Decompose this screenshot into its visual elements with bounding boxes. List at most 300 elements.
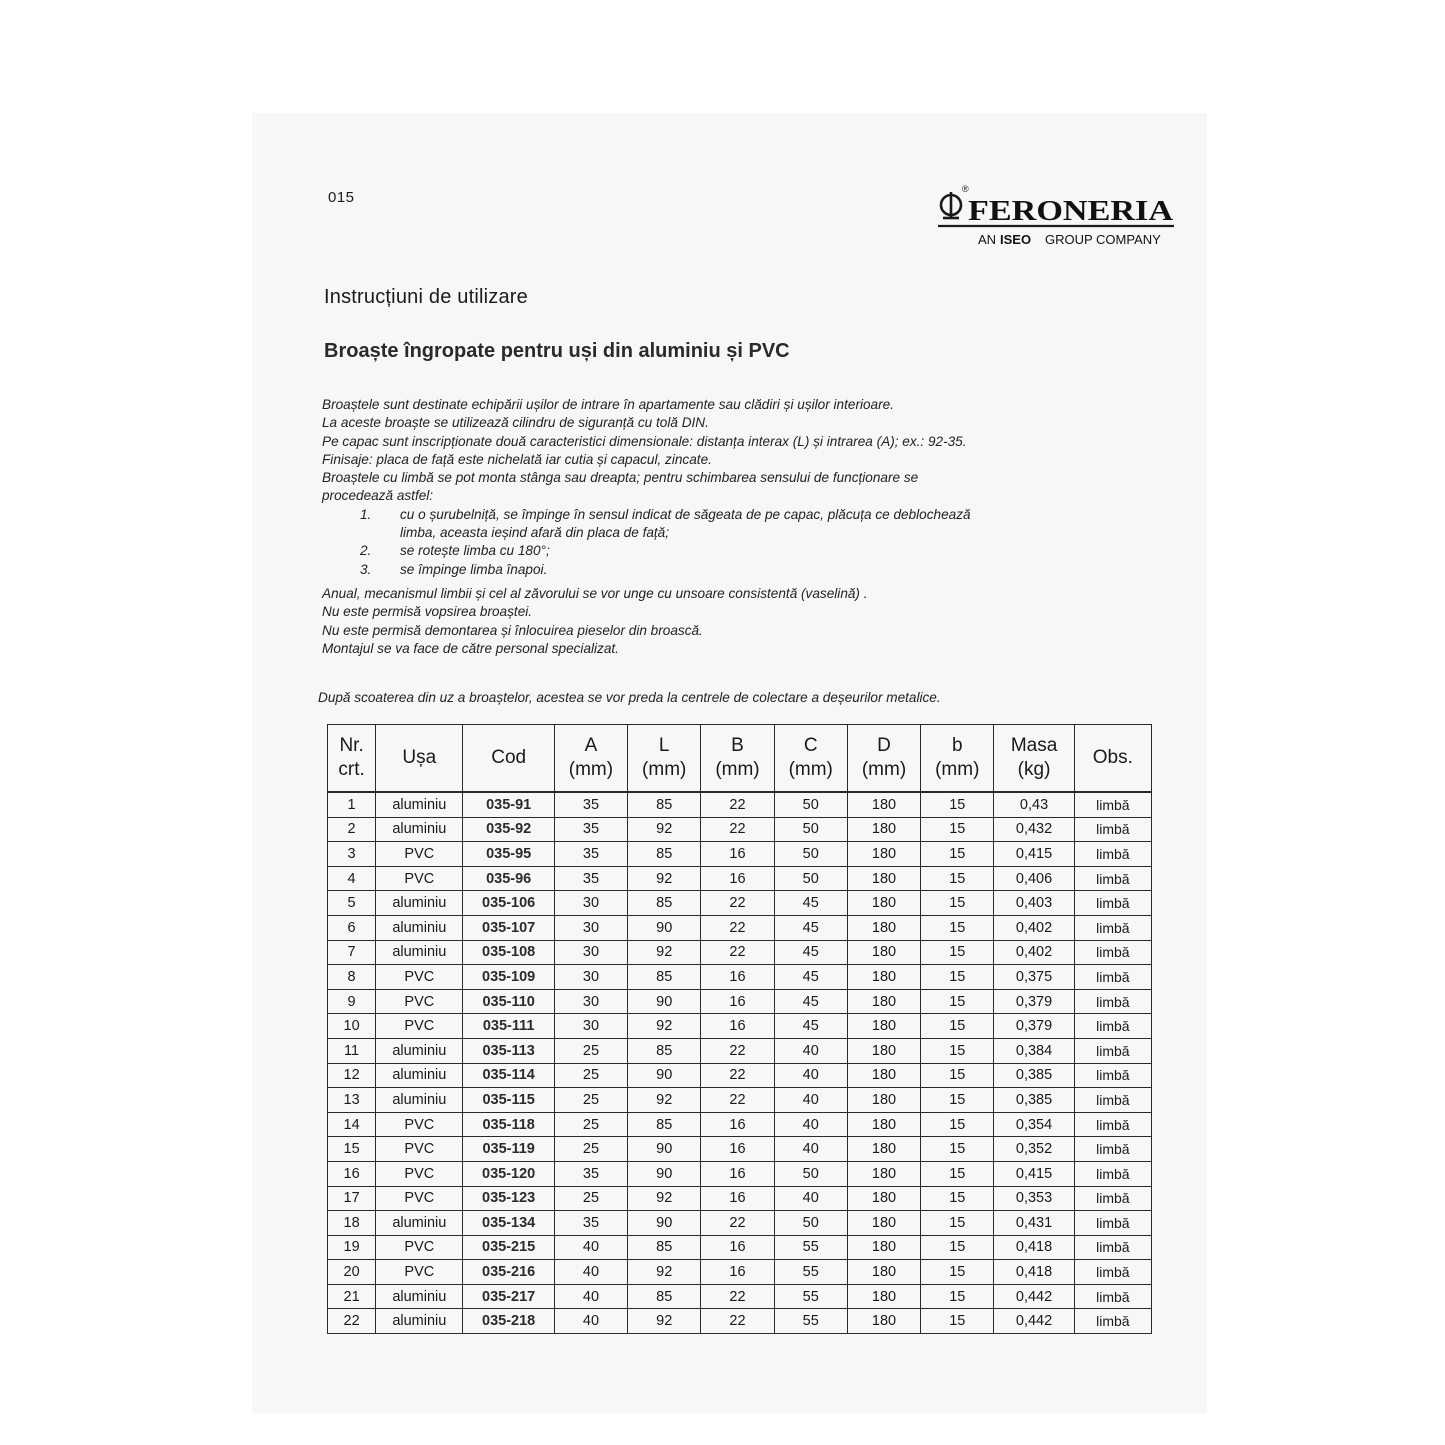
table-cell-a-mm: 35 bbox=[554, 842, 627, 867]
table-cell-obs: limbă bbox=[1074, 1063, 1151, 1088]
table-cell-b-mm: 22 bbox=[701, 817, 774, 842]
table-cell-masa-kg: 0,385 bbox=[994, 1063, 1074, 1088]
table-cell-c-mm: 50 bbox=[774, 817, 847, 842]
table-cell-obs: limbă bbox=[1074, 1260, 1151, 1285]
table-cell-nr-crt: 17 bbox=[328, 1186, 376, 1211]
table-cell-a-mm: 30 bbox=[554, 1014, 627, 1039]
table-cell-c-mm: 40 bbox=[774, 1137, 847, 1162]
table-row bbox=[328, 1235, 1152, 1260]
table-cell-cod: 035-123 bbox=[463, 1186, 554, 1211]
table-cell-d-mm: 180 bbox=[847, 915, 920, 940]
table-cell-l-mm: 92 bbox=[628, 1014, 701, 1039]
column-header-text: Cod bbox=[491, 747, 527, 768]
table-cell-b-small-mm: 15 bbox=[921, 915, 994, 940]
table-cell-b-mm: 22 bbox=[701, 940, 774, 965]
table-cell-d-mm: 180 bbox=[847, 1309, 920, 1334]
table-cell-c-mm: 45 bbox=[774, 915, 847, 940]
table-cell-usa: PVC bbox=[376, 1014, 463, 1039]
table-cell-a-mm: 25 bbox=[554, 1137, 627, 1162]
table-row bbox=[328, 915, 1152, 940]
intro-line: La aceste broaște se utilizează cilindru de siguranță cu tolă DIN. bbox=[322, 415, 709, 431]
table-cell-masa-kg: 0,384 bbox=[994, 1038, 1074, 1063]
column-header-a-mm bbox=[554, 725, 627, 793]
column-header-c-mm bbox=[774, 725, 847, 793]
table-cell-c-mm: 55 bbox=[774, 1284, 847, 1309]
table-cell-c-mm: 50 bbox=[774, 842, 847, 867]
table-cell-d-mm: 180 bbox=[847, 1112, 920, 1137]
table-cell-usa: PVC bbox=[376, 1235, 463, 1260]
table-cell-c-mm: 45 bbox=[774, 965, 847, 990]
column-header-text: (mm) bbox=[788, 759, 833, 780]
table-cell-b-small-mm: 15 bbox=[921, 1038, 994, 1063]
table-cell-masa-kg: 0,379 bbox=[994, 989, 1074, 1014]
table-cell-b-small-mm: 15 bbox=[921, 989, 994, 1014]
table-cell-nr-crt: 21 bbox=[328, 1284, 376, 1309]
table-cell-nr-crt: 2 bbox=[328, 817, 376, 842]
table-cell-usa: aluminiu bbox=[376, 891, 463, 916]
table-cell-masa-kg: 0,385 bbox=[994, 1088, 1074, 1113]
table-cell-a-mm: 30 bbox=[554, 965, 627, 990]
table-cell-d-mm: 180 bbox=[847, 1211, 920, 1236]
table-cell-usa: PVC bbox=[376, 1260, 463, 1285]
table-cell-b-mm: 22 bbox=[701, 792, 774, 817]
table-cell-c-mm: 50 bbox=[774, 1161, 847, 1186]
header-row bbox=[328, 725, 1152, 793]
table-cell-nr-crt: 9 bbox=[328, 989, 376, 1014]
table-cell-cod: 035-215 bbox=[463, 1235, 554, 1260]
table-cell-d-mm: 180 bbox=[847, 1038, 920, 1063]
table-cell-l-mm: 92 bbox=[628, 817, 701, 842]
column-header-text: Nr. bbox=[339, 735, 364, 756]
table-cell-c-mm: 50 bbox=[774, 1211, 847, 1236]
table-cell-obs: limbă bbox=[1074, 1137, 1151, 1162]
table-cell-c-mm: 50 bbox=[774, 866, 847, 891]
table-cell-usa: aluminiu bbox=[376, 1088, 463, 1113]
table-cell-d-mm: 180 bbox=[847, 1014, 920, 1039]
table-cell-usa: aluminiu bbox=[376, 1063, 463, 1088]
table-row bbox=[328, 792, 1152, 817]
table-cell-l-mm: 90 bbox=[628, 1063, 701, 1088]
logo-tagline-prefix: AN bbox=[978, 232, 997, 247]
table-cell-masa-kg: 0,442 bbox=[994, 1284, 1074, 1309]
table-cell-a-mm: 35 bbox=[554, 866, 627, 891]
table-cell-d-mm: 180 bbox=[847, 989, 920, 1014]
table-cell-b-mm: 16 bbox=[701, 1260, 774, 1285]
table-cell-b-small-mm: 15 bbox=[921, 817, 994, 842]
table-cell-cod: 035-119 bbox=[463, 1137, 554, 1162]
table-cell-b-mm: 16 bbox=[701, 1161, 774, 1186]
step-number: 1. bbox=[360, 506, 372, 522]
table-cell-obs: limbă bbox=[1074, 1038, 1151, 1063]
table-cell-l-mm: 90 bbox=[628, 1137, 701, 1162]
table-cell-cod: 035-91 bbox=[463, 792, 554, 817]
table-cell-d-mm: 180 bbox=[847, 965, 920, 990]
table-cell-masa-kg: 0,354 bbox=[994, 1112, 1074, 1137]
table-row bbox=[328, 866, 1152, 891]
step-text: se împinge limba înapoi. bbox=[400, 561, 548, 577]
table-cell-nr-crt: 7 bbox=[328, 940, 376, 965]
table-cell-nr-crt: 8 bbox=[328, 965, 376, 990]
table-row bbox=[328, 1038, 1152, 1063]
table-cell-l-mm: 85 bbox=[628, 842, 701, 867]
table-cell-b-small-mm: 15 bbox=[921, 1211, 994, 1236]
table-cell-obs: limbă bbox=[1074, 1186, 1151, 1211]
logo-registered-mark: ® bbox=[962, 184, 969, 194]
table-cell-b-small-mm: 15 bbox=[921, 1112, 994, 1137]
table-cell-d-mm: 180 bbox=[847, 1186, 920, 1211]
table-cell-cod: 035-92 bbox=[463, 817, 554, 842]
table-cell-a-mm: 30 bbox=[554, 940, 627, 965]
table-cell-b-small-mm: 15 bbox=[921, 866, 994, 891]
table-cell-obs: limbă bbox=[1074, 940, 1151, 965]
table-cell-b-small-mm: 15 bbox=[921, 1186, 994, 1211]
table-cell-nr-crt: 14 bbox=[328, 1112, 376, 1137]
intro-line: Finisaje: placa de față este nichelată iar cutia și capacul, zincate. bbox=[322, 451, 712, 467]
table-cell-b-mm: 22 bbox=[701, 1063, 774, 1088]
table-cell-cod: 035-107 bbox=[463, 915, 554, 940]
table-cell-d-mm: 180 bbox=[847, 866, 920, 891]
table-cell-a-mm: 35 bbox=[554, 792, 627, 817]
table-cell-a-mm: 25 bbox=[554, 1186, 627, 1211]
column-header-text: (mm) bbox=[935, 759, 980, 780]
column-header-text: D bbox=[877, 735, 891, 756]
table-cell-b-mm: 16 bbox=[701, 1014, 774, 1039]
table-cell-l-mm: 85 bbox=[628, 891, 701, 916]
table-cell-d-mm: 180 bbox=[847, 817, 920, 842]
table-cell-obs: limbă bbox=[1074, 842, 1151, 867]
table-cell-l-mm: 85 bbox=[628, 1284, 701, 1309]
table-cell-c-mm: 55 bbox=[774, 1260, 847, 1285]
table-cell-a-mm: 25 bbox=[554, 1088, 627, 1113]
table-cell-usa: aluminiu bbox=[376, 1211, 463, 1236]
table-cell-masa-kg: 0,353 bbox=[994, 1186, 1074, 1211]
table-row bbox=[328, 1161, 1152, 1186]
table-cell-cod: 035-120 bbox=[463, 1161, 554, 1186]
table-body bbox=[328, 792, 1152, 1334]
table-cell-masa-kg: 0,432 bbox=[994, 817, 1074, 842]
table-cell-masa-kg: 0,415 bbox=[994, 1161, 1074, 1186]
table-cell-obs: limbă bbox=[1074, 915, 1151, 940]
table-row bbox=[328, 1014, 1152, 1039]
table-cell-d-mm: 180 bbox=[847, 1235, 920, 1260]
table-row bbox=[328, 891, 1152, 916]
column-header-cod bbox=[463, 725, 554, 793]
table-cell-masa-kg: 0,418 bbox=[994, 1260, 1074, 1285]
table-cell-b-mm: 22 bbox=[701, 1038, 774, 1063]
table-cell-cod: 035-134 bbox=[463, 1211, 554, 1236]
column-header-text: (mm) bbox=[642, 759, 687, 780]
table-cell-a-mm: 30 bbox=[554, 989, 627, 1014]
table-cell-obs: limbă bbox=[1074, 989, 1151, 1014]
step-text: cu o șurubelniță, se împinge în sensul indicat de săgeata de pe capac, plăcuța ce deblochează bbox=[400, 506, 971, 522]
table-cell-a-mm: 30 bbox=[554, 915, 627, 940]
table-cell-b-mm: 16 bbox=[701, 1137, 774, 1162]
table-cell-masa-kg: 0,352 bbox=[994, 1137, 1074, 1162]
table-cell-nr-crt: 18 bbox=[328, 1211, 376, 1236]
table-row bbox=[328, 817, 1152, 842]
column-header-nr-crt bbox=[328, 725, 376, 793]
table-cell-cod: 035-113 bbox=[463, 1038, 554, 1063]
table-row bbox=[328, 1186, 1152, 1211]
table-cell-a-mm: 35 bbox=[554, 1161, 627, 1186]
column-header-b-mm bbox=[701, 725, 774, 793]
column-header-text: (kg) bbox=[1017, 759, 1051, 780]
table-cell-b-mm: 22 bbox=[701, 1284, 774, 1309]
table-cell-c-mm: 55 bbox=[774, 1309, 847, 1334]
table-cell-c-mm: 40 bbox=[774, 1112, 847, 1137]
table-cell-masa-kg: 0,442 bbox=[994, 1309, 1074, 1334]
page-number: 015 bbox=[328, 189, 355, 206]
column-header-text: L bbox=[658, 735, 670, 756]
table-cell-cod: 035-217 bbox=[463, 1284, 554, 1309]
table-cell-l-mm: 85 bbox=[628, 1112, 701, 1137]
table-cell-a-mm: 40 bbox=[554, 1284, 627, 1309]
table-cell-a-mm: 40 bbox=[554, 1260, 627, 1285]
column-header-text: (mm) bbox=[715, 759, 760, 780]
table-cell-b-mm: 16 bbox=[701, 1186, 774, 1211]
table-cell-b-mm: 22 bbox=[701, 1088, 774, 1113]
table-cell-b-mm: 16 bbox=[701, 866, 774, 891]
table-cell-nr-crt: 12 bbox=[328, 1063, 376, 1088]
intro-line: procedează astfel: bbox=[322, 488, 434, 504]
table-cell-d-mm: 180 bbox=[847, 792, 920, 817]
table-cell-d-mm: 180 bbox=[847, 1137, 920, 1162]
table-cell-nr-crt: 13 bbox=[328, 1088, 376, 1113]
table-cell-a-mm: 30 bbox=[554, 891, 627, 916]
table-header bbox=[328, 725, 1152, 793]
column-header-text: A bbox=[584, 735, 598, 756]
column-header-obs bbox=[1074, 725, 1151, 793]
logo-tagline-group: ISEO bbox=[1000, 232, 1032, 247]
table-cell-b-small-mm: 15 bbox=[921, 965, 994, 990]
table-cell-obs: limbă bbox=[1074, 1211, 1151, 1236]
table-cell-obs: limbă bbox=[1074, 1235, 1151, 1260]
table-cell-obs: limbă bbox=[1074, 965, 1151, 990]
table-cell-c-mm: 50 bbox=[774, 792, 847, 817]
table-cell-obs: limbă bbox=[1074, 1309, 1151, 1334]
table-cell-d-mm: 180 bbox=[847, 891, 920, 916]
table-cell-c-mm: 45 bbox=[774, 891, 847, 916]
table-cell-cod: 035-110 bbox=[463, 989, 554, 1014]
table-row bbox=[328, 1112, 1152, 1137]
table-cell-masa-kg: 0,375 bbox=[994, 965, 1074, 990]
table-cell-c-mm: 55 bbox=[774, 1235, 847, 1260]
step-text: se rotește limba cu 180°; bbox=[400, 543, 550, 559]
table-cell-cod: 035-118 bbox=[463, 1112, 554, 1137]
table-row bbox=[328, 842, 1152, 867]
step-item bbox=[322, 542, 1152, 560]
table-cell-usa: aluminiu bbox=[376, 1038, 463, 1063]
table-cell-nr-crt: 3 bbox=[328, 842, 376, 867]
table-row bbox=[328, 1309, 1152, 1334]
table-cell-c-mm: 40 bbox=[774, 1088, 847, 1113]
table-cell-cod: 035-111 bbox=[463, 1014, 554, 1039]
table-cell-b-small-mm: 15 bbox=[921, 1235, 994, 1260]
table-cell-a-mm: 25 bbox=[554, 1112, 627, 1137]
table-cell-obs: limbă bbox=[1074, 817, 1151, 842]
table-cell-d-mm: 180 bbox=[847, 1161, 920, 1186]
table-cell-nr-crt: 11 bbox=[328, 1038, 376, 1063]
table-cell-l-mm: 92 bbox=[628, 1088, 701, 1113]
table-cell-b-mm: 16 bbox=[701, 1235, 774, 1260]
table-cell-c-mm: 45 bbox=[774, 1014, 847, 1039]
table-row bbox=[328, 1088, 1152, 1113]
table-cell-l-mm: 90 bbox=[628, 915, 701, 940]
table-cell-b-small-mm: 15 bbox=[921, 1088, 994, 1113]
table-cell-cod: 035-216 bbox=[463, 1260, 554, 1285]
specifications-table bbox=[327, 724, 1152, 1334]
table-cell-l-mm: 92 bbox=[628, 1186, 701, 1211]
table-cell-obs: limbă bbox=[1074, 1014, 1151, 1039]
product-title: Broaște îngropate pentru uși din aluminiu și PVC bbox=[324, 340, 790, 362]
note-line: Nu este permisă demontarea și înlocuirea pieselor din broască. bbox=[322, 622, 703, 638]
table-cell-masa-kg: 0,431 bbox=[994, 1211, 1074, 1236]
table-cell-l-mm: 90 bbox=[628, 1211, 701, 1236]
table-cell-usa: aluminiu bbox=[376, 817, 463, 842]
table-cell-b-small-mm: 15 bbox=[921, 1137, 994, 1162]
column-header-text: (mm) bbox=[861, 759, 907, 780]
table-cell-l-mm: 85 bbox=[628, 965, 701, 990]
table-cell-masa-kg: 0,418 bbox=[994, 1235, 1074, 1260]
table-cell-cod: 035-114 bbox=[463, 1063, 554, 1088]
table-cell-nr-crt: 1 bbox=[328, 792, 376, 817]
table-cell-l-mm: 85 bbox=[628, 1235, 701, 1260]
table-cell-c-mm: 45 bbox=[774, 940, 847, 965]
table-cell-obs: limbă bbox=[1074, 891, 1151, 916]
instructions-body bbox=[322, 396, 1152, 658]
table-cell-b-small-mm: 15 bbox=[921, 842, 994, 867]
table-cell-d-mm: 180 bbox=[847, 940, 920, 965]
column-header-d-mm bbox=[847, 725, 920, 793]
table-cell-l-mm: 85 bbox=[628, 1038, 701, 1063]
table-cell-d-mm: 180 bbox=[847, 1088, 920, 1113]
table-cell-masa-kg: 0,406 bbox=[994, 866, 1074, 891]
table-cell-b-mm: 22 bbox=[701, 1309, 774, 1334]
table-cell-masa-kg: 0,43 bbox=[994, 792, 1074, 817]
table-cell-usa: aluminiu bbox=[376, 940, 463, 965]
step-item bbox=[322, 506, 1152, 543]
table-cell-obs: limbă bbox=[1074, 1284, 1151, 1309]
column-header-l-mm bbox=[628, 725, 701, 793]
table-row bbox=[328, 1260, 1152, 1285]
intro-line: Broaștele cu limbă se pot monta stânga sau dreapta; pentru schimbarea sensului de funcționare se bbox=[322, 470, 919, 486]
table-cell-a-mm: 25 bbox=[554, 1063, 627, 1088]
table-cell-b-small-mm: 15 bbox=[921, 891, 994, 916]
table-cell-b-mm: 22 bbox=[701, 915, 774, 940]
table-cell-usa: PVC bbox=[376, 1161, 463, 1186]
table-cell-nr-crt: 16 bbox=[328, 1161, 376, 1186]
table-cell-usa: aluminiu bbox=[376, 792, 463, 817]
table-cell-masa-kg: 0,415 bbox=[994, 842, 1074, 867]
table-cell-usa: PVC bbox=[376, 866, 463, 891]
table-cell-masa-kg: 0,402 bbox=[994, 940, 1074, 965]
table-cell-cod: 035-218 bbox=[463, 1309, 554, 1334]
table-row bbox=[328, 1284, 1152, 1309]
logo-wordmark: FERONERIA bbox=[968, 195, 1174, 227]
table-cell-b-mm: 16 bbox=[701, 965, 774, 990]
table-cell-b-mm: 16 bbox=[701, 989, 774, 1014]
table-cell-nr-crt: 5 bbox=[328, 891, 376, 916]
column-header-masa-kg bbox=[994, 725, 1074, 793]
table-cell-cod: 035-115 bbox=[463, 1088, 554, 1113]
table-cell-nr-crt: 20 bbox=[328, 1260, 376, 1285]
table-cell-l-mm: 92 bbox=[628, 866, 701, 891]
table-cell-b-mm: 16 bbox=[701, 842, 774, 867]
column-header-b-small-mm bbox=[921, 725, 994, 793]
table-cell-usa: PVC bbox=[376, 965, 463, 990]
table-cell-b-mm: 16 bbox=[701, 1112, 774, 1137]
table-cell-d-mm: 180 bbox=[847, 842, 920, 867]
table-cell-a-mm: 35 bbox=[554, 1211, 627, 1236]
table-row bbox=[328, 965, 1152, 990]
table-cell-obs: limbă bbox=[1074, 1161, 1151, 1186]
table-cell-l-mm: 92 bbox=[628, 1309, 701, 1334]
table-cell-nr-crt: 6 bbox=[328, 915, 376, 940]
note-line: Anual, mecanismul limbii și cel al zăvorului se vor unge cu unsoare consistentă (vaselină) . bbox=[322, 585, 868, 601]
table-cell-usa: PVC bbox=[376, 989, 463, 1014]
table-cell-l-mm: 90 bbox=[628, 1161, 701, 1186]
table-cell-d-mm: 180 bbox=[847, 1284, 920, 1309]
table-cell-masa-kg: 0,402 bbox=[994, 915, 1074, 940]
table-cell-b-small-mm: 15 bbox=[921, 1161, 994, 1186]
table-cell-a-mm: 35 bbox=[554, 817, 627, 842]
table-cell-b-small-mm: 15 bbox=[921, 1014, 994, 1039]
table-cell-b-small-mm: 15 bbox=[921, 940, 994, 965]
table-cell-cod: 035-108 bbox=[463, 940, 554, 965]
table-cell-nr-crt: 19 bbox=[328, 1235, 376, 1260]
intro-line: Pe capac sunt inscripționate două caracteristici dimensionale: distanța interax (L) și intrarea (A); ex.: 92-35. bbox=[322, 433, 967, 449]
table-row bbox=[328, 1211, 1152, 1236]
step-number: 3. bbox=[360, 561, 372, 577]
table-row bbox=[328, 940, 1152, 965]
table-cell-usa: PVC bbox=[376, 1186, 463, 1211]
table-cell-a-mm: 40 bbox=[554, 1309, 627, 1334]
step-item bbox=[322, 561, 1152, 579]
table-cell-usa: aluminiu bbox=[376, 915, 463, 940]
table-cell-l-mm: 92 bbox=[628, 940, 701, 965]
table-cell-obs: limbă bbox=[1074, 1112, 1151, 1137]
table-cell-b-small-mm: 15 bbox=[921, 1309, 994, 1334]
table-cell-cod: 035-106 bbox=[463, 891, 554, 916]
intro-line: Broaștele sunt destinate echipării ușilor de intrare în apartamente sau clădiri și ușilor interioare. bbox=[322, 397, 894, 412]
table-cell-obs: limbă bbox=[1074, 1088, 1151, 1113]
table-cell-masa-kg: 0,403 bbox=[994, 891, 1074, 916]
instructions-heading: Instrucțiuni de utilizare bbox=[324, 286, 528, 308]
step-text: limba, aceasta ieșind afară din placa de față; bbox=[400, 525, 670, 541]
table-cell-nr-crt: 22 bbox=[328, 1309, 376, 1334]
feroneria-logo bbox=[938, 180, 1174, 250]
table-cell-c-mm: 40 bbox=[774, 1038, 847, 1063]
table-cell-b-small-mm: 15 bbox=[921, 1284, 994, 1309]
table-cell-l-mm: 92 bbox=[628, 1260, 701, 1285]
column-header-text: Obs. bbox=[1092, 747, 1133, 768]
table-cell-nr-crt: 15 bbox=[328, 1137, 376, 1162]
table-cell-obs: limbă bbox=[1074, 792, 1151, 817]
table-cell-usa: PVC bbox=[376, 842, 463, 867]
table-cell-c-mm: 40 bbox=[774, 1063, 847, 1088]
table-cell-usa: aluminiu bbox=[376, 1309, 463, 1334]
table-cell-masa-kg: 0,379 bbox=[994, 1014, 1074, 1039]
table-cell-b-small-mm: 15 bbox=[921, 1063, 994, 1088]
table-cell-d-mm: 180 bbox=[847, 1063, 920, 1088]
note-line: Nu este permisă vopsirea broaștei. bbox=[322, 604, 533, 620]
table-cell-usa: PVC bbox=[376, 1112, 463, 1137]
table-cell-c-mm: 45 bbox=[774, 989, 847, 1014]
table-row bbox=[328, 989, 1152, 1014]
logo-tagline-suffix: GROUP COMPANY bbox=[1045, 232, 1161, 247]
step-number: 2. bbox=[360, 543, 372, 559]
table-cell-l-mm: 90 bbox=[628, 989, 701, 1014]
